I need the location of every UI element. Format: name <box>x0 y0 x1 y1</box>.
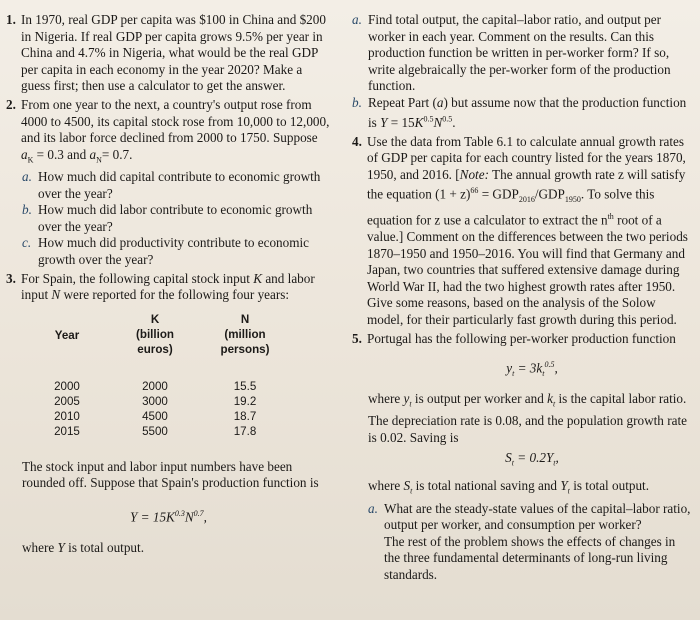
question-5 <box>352 331 692 348</box>
question-3a <box>352 12 692 95</box>
part-label: a. <box>352 12 362 27</box>
question-3-after-text: The stock input and labor input numbers have been rounded off. Suppose that Spain's production function is <box>22 458 319 491</box>
spain-data-table <box>24 312 290 439</box>
part-text: Repeat Part (a) but assume now that the production function is $Y = 15K^{0.5}N^{0.5}$. <box>368 94 687 130</box>
part-label: b. <box>352 94 362 110</box>
question-text: From one year to the next, a country's output rose from 4000 to 4500, its capital stock rose from 10,000 to 12,000, and its labor force declined from 2000 to 1750. Suppose $a_K = 0.3$ and $a_N= 0.7$. <box>21 96 330 165</box>
question-4 <box>352 134 692 329</box>
part-text: What are the steady-state values of the capital–labor ratio, output per worker, and consumption per worker? <box>384 500 691 533</box>
question-3 <box>6 271 331 304</box>
question-number: 3. <box>6 270 16 286</box>
question-5a <box>352 501 692 534</box>
question-text: Use the data from Table 6.1 to calculate annual growth rates of GDP per capita for each country listed for the years 1870, 1950, and 2016. [Note: The annual growth rate z will satisfy the equation $(1 + z)^{66} = GDP_{2016}/GDP_{1950}$. To solve this equation for z use a calculator to extract the $n^{th}$ root of a value.] Comment on the differences between the two periods 1870–1950 and 1950–2016. You will find that Germany and Japan, two countries that suffered extensive damage during World War II, had the two highest growth rates after 1950. Give some reasons, based on the analysis of the Solow model, for their particularly fast growth during this period. <box>367 133 688 327</box>
question-number: 4. <box>352 133 362 149</box>
question-number: 1. <box>6 12 16 27</box>
question-5-mid: where $y_t$ is output per worker and $k_t$ is the capital labor ratio. The depreciation rate is 0.08, and the population growth rate is 0.02. Saving is <box>368 390 687 445</box>
question-2c <box>6 235 331 268</box>
question-text: In 1970, real GDP per capita was $100 in China and $200 in Nigeria. If real GDP per capita grows 9.5% per year in China and 4.7% in Nigeria, what would be the real GDP per capita in each economy in the year 2020? Make a guess first; then use a calculator to get the answer. <box>21 12 326 94</box>
table-row: 2010 4500 18.7 <box>54 409 257 423</box>
question-3-where: where Y is total output. <box>22 539 144 555</box>
question-3b <box>352 95 692 132</box>
question-text: For Spain, the following capital stock input K and labor input N were reported for the following four years: <box>21 270 315 303</box>
part-label: a. <box>22 168 32 184</box>
question-2b <box>6 202 331 235</box>
table-row: 2000 2000 15.5 <box>54 379 257 393</box>
table-header-row <box>24 312 290 357</box>
question-2a <box>6 169 331 202</box>
per-worker-equation: $y_t = 3k_t^{0.5}$, <box>506 360 558 379</box>
table-row: 2005 3000 19.2 <box>54 394 257 408</box>
part-label: c. <box>22 235 32 251</box>
header-labor: N (million persons) <box>220 312 270 356</box>
part-text: Find total output, the capital–labor ratio, and output per worker in each year. Comment on the results. Can this production function be written in per-worker form? If so, write algebraically the per-worker form of the production function. <box>368 12 671 94</box>
header-year: Year <box>54 328 80 342</box>
part-label: a. <box>368 500 378 516</box>
header-capital: K (billion euros) <box>136 312 174 356</box>
question-5-after: where $S_t$ is total national saving and $Y_t$ is total output. <box>368 478 650 497</box>
left-column <box>6 12 331 557</box>
part-text: How much did capital contribute to economic growth over the year? <box>38 168 321 201</box>
part-text: How much did labor contribute to economic growth over the year? <box>38 202 313 234</box>
production-function-equation: $Y = 15K^{0.3}N^{0.7}$, <box>130 508 207 525</box>
part-label: b. <box>22 202 32 218</box>
question-number: 5. <box>352 330 362 346</box>
part-text: How much did productivity contribute to economic growth over the year? <box>38 235 310 267</box>
question-number: 2. <box>6 96 16 112</box>
question-5-tail: The rest of the problem shows the effects of changes in the three fundamental determinants of long-run living standards. <box>384 533 676 582</box>
right-column <box>352 12 692 584</box>
question-2 <box>6 97 331 169</box>
question-text: Portugal has the following per-worker production function <box>367 330 676 346</box>
saving-equation: $S_t = 0.2Y_t$, <box>505 450 559 468</box>
question-1 <box>6 12 331 95</box>
table-row: 2015 5500 17.8 <box>54 424 257 438</box>
